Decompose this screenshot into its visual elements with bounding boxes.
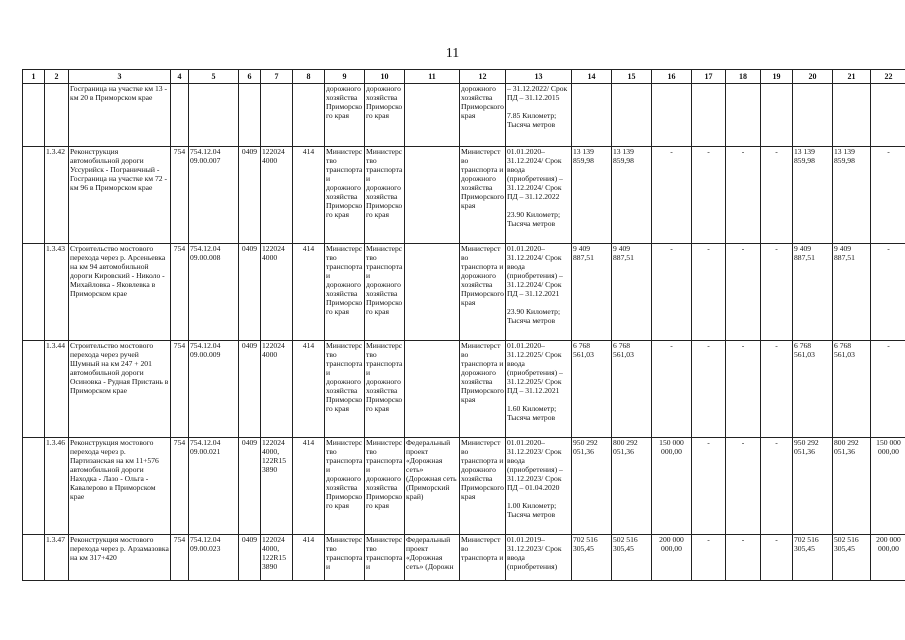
table-cell-col-13 <box>506 244 572 341</box>
table-cell-col-2: 1.3.44 <box>45 341 69 438</box>
table-cell-col-14: 702 516 305,45 <box>572 535 612 581</box>
table-cell-col-20: 950 292 051,36 <box>793 438 833 535</box>
table-cell-col-14: 13 139 859,98 <box>572 147 612 244</box>
table-cell-col-13 <box>506 438 572 535</box>
schedule-text: 01.01.2020–31.12.2024/ Срок ввода (приобретения) – 31.12.2024/ Срок ПД – 31.12.2022 <box>507 147 563 201</box>
col-header: 17 <box>692 70 726 84</box>
col-header: 5 <box>189 70 239 84</box>
table-cell-col-5 <box>189 84 239 147</box>
table-cell-col-13 <box>506 341 572 438</box>
table-cell-col-12: Министерство транспорта и дорожного хозяйства Приморского края <box>460 147 506 244</box>
table-cell-col-17: - <box>692 147 726 244</box>
table-cell-col-11: Федеральный проект «Дорожная сеть» (Дорожн <box>405 535 460 581</box>
col-header: 16 <box>652 70 692 84</box>
table-cell-col-18: - <box>726 244 761 341</box>
table-cell-col-7 <box>261 84 293 147</box>
table-cell-col-1 <box>23 535 45 581</box>
table-cell-col-5: 754.12.04 09.00.023 <box>189 535 239 581</box>
table-cell-col-2: 1.3.43 <box>45 244 69 341</box>
schedule-text: – 31.12.2022/ Срок ПД – 31.12.2015 <box>507 84 568 102</box>
table-cell-col-8: 414 <box>293 147 325 244</box>
table-cell-col-21 <box>833 84 871 147</box>
col-header: 12 <box>460 70 506 84</box>
table-cell-col-19: - <box>761 535 793 581</box>
table-cell-col-6: 0409 <box>239 341 261 438</box>
table-cell-col-17: - <box>692 535 726 581</box>
col-header: 3 <box>69 70 171 84</box>
table-cell-col-11 <box>405 244 460 341</box>
table-cell-col-8: 414 <box>293 535 325 581</box>
table-cell-col-12: Министерство транспорта и дорожного хозяйства Приморского края <box>460 438 506 535</box>
col-header: 10 <box>365 70 405 84</box>
table-cell-col-14 <box>572 84 612 147</box>
table-cell-col-13 <box>506 84 572 147</box>
table-cell-col-17 <box>692 84 726 147</box>
table-cell-col-8 <box>293 84 325 147</box>
table-cell-col-6: 0409 <box>239 535 261 581</box>
table-cell-col-18 <box>726 84 761 147</box>
table-cell-col-3: Строительство мостового перехода через ручей Шумный на км 247 + 201 автомобильной дороги Осиновка - Рудная Пристань в Приморском крае <box>69 341 171 438</box>
table-cell-col-3: Строительство мостового перехода через р. Арсеньевка на км 94 автомобильной дороги Кировский - Николо - Михайловка - Яковлевка в Приморском крае <box>69 244 171 341</box>
capacity-text: 23.90 Километр; Тысяча метров <box>507 307 561 325</box>
schedule-text: 01.01.2020–31.12.2023/ Срок ввода (приобретения) – 31.12.2023/ Срок ПД – 01.04.2020 <box>507 438 563 492</box>
table-cell-col-14: 950 292 051,36 <box>572 438 612 535</box>
col-header: 1 <box>23 70 45 84</box>
table-cell-col-15 <box>612 84 652 147</box>
table-cell-col-7: 122024 4000 <box>261 341 293 438</box>
table-cell-col-16: - <box>652 147 692 244</box>
table-cell-col-4: 754 <box>171 341 189 438</box>
table-cell-col-10: Министерство транспорта и дорожного хозяйства Приморского края <box>365 244 405 341</box>
table-cell-col-10: Министерство транспорта и дорожного хозяйства Приморского края <box>365 147 405 244</box>
table-cell-col-13 <box>506 535 572 581</box>
table-cell-col-17: - <box>692 244 726 341</box>
schedule-text: 01.01.2020–31.12.2025/ Срок ввода (приобретения) – 31.12.2025/ Срок ПД – 31.12.2021 <box>507 341 563 395</box>
table-cell-col-22 <box>871 84 905 147</box>
table-cell-col-15: 502 516 305,45 <box>612 535 652 581</box>
table-cell-col-20: 9 409 887,51 <box>793 244 833 341</box>
table-cell-col-20: 6 768 561,03 <box>793 341 833 438</box>
table-cell-col-2 <box>45 84 69 147</box>
table-cell-col-5: 754.12.04 09.00.007 <box>189 147 239 244</box>
table-cell-col-4: 754 <box>171 244 189 341</box>
table-cell-col-4: 754 <box>171 438 189 535</box>
table-cell-col-8: 414 <box>293 244 325 341</box>
table-row <box>23 147 905 244</box>
table-cell-col-5: 754.12.04 09.00.009 <box>189 341 239 438</box>
table-cell-col-2: 1.3.47 <box>45 535 69 581</box>
table-cell-col-3: Реконструкция мостового перехода через р. Арзамазовка на км 317+420 <box>69 535 171 581</box>
table-cell-col-12: дорожного хозяйства Приморского края <box>460 84 506 147</box>
table-cell-col-18: - <box>726 147 761 244</box>
col-header: 18 <box>726 70 761 84</box>
table-row <box>23 438 905 535</box>
table-cell-col-7: 122024 4000 <box>261 244 293 341</box>
table-cell-col-2: 1.3.42 <box>45 147 69 244</box>
table-cell-col-2: 1.3.46 <box>45 438 69 535</box>
table-cell-col-16 <box>652 84 692 147</box>
table-cell-col-10: Министерство транспорта и <box>365 535 405 581</box>
schedule-text: 01.01.2020–31.12.2024/ Срок ввода (приобретения) – 31.12.2024/ Срок ПД – 31.12.2021 <box>507 244 563 298</box>
table-cell-col-7: 122024 4000 <box>261 147 293 244</box>
table-cell-col-16: 200 000 000,00 <box>652 535 692 581</box>
col-header: 22 <box>871 70 905 84</box>
table-cell-col-22: - <box>871 244 905 341</box>
table-row <box>23 535 905 581</box>
col-header: 13 <box>506 70 572 84</box>
table-cell-col-8: 414 <box>293 341 325 438</box>
table-cell-col-21: 502 516 305,45 <box>833 535 871 581</box>
table-cell-col-16: - <box>652 341 692 438</box>
table-cell-col-1 <box>23 341 45 438</box>
table-cell-col-15: 800 292 051,36 <box>612 438 652 535</box>
table-cell-col-4: 754 <box>171 147 189 244</box>
table-cell-col-17: - <box>692 438 726 535</box>
table-cell-col-21: 6 768 561,03 <box>833 341 871 438</box>
table-cell-col-9: Министерство транспорта и дорожного хозяйства Приморского края <box>325 147 365 244</box>
table-cell-col-10: Министерство транспорта и дорожного хозяйства Приморского края <box>365 438 405 535</box>
table-cell-col-9: Министерство транспорта и <box>325 535 365 581</box>
table-cell-col-16: 150 000 000,00 <box>652 438 692 535</box>
col-header: 11 <box>405 70 460 84</box>
table-cell-col-11 <box>405 147 460 244</box>
table-cell-col-20: 702 516 305,45 <box>793 535 833 581</box>
budget-table <box>22 69 905 581</box>
table-cell-col-14: 9 409 887,51 <box>572 244 612 341</box>
table-cell-col-9: Министерство транспорта и дорожного хозяйства Приморского края <box>325 438 365 535</box>
table-cell-col-20 <box>793 84 833 147</box>
table-cell-col-14: 6 768 561,03 <box>572 341 612 438</box>
table-cell-col-20: 13 139 859,98 <box>793 147 833 244</box>
col-header: 15 <box>612 70 652 84</box>
table-cell-col-9: дорожного хозяйства Приморского края <box>325 84 365 147</box>
table-row <box>23 84 905 147</box>
col-header: 6 <box>239 70 261 84</box>
table-cell-col-4 <box>171 84 189 147</box>
capacity-text: 1.00 Километр; Тысяча метров <box>507 501 557 519</box>
table-cell-col-7: 122024 4000, 122R15 3890 <box>261 535 293 581</box>
table-cell-col-9: Министерство транспорта и дорожного хозяйства Приморского края <box>325 244 365 341</box>
table-cell-col-22: - <box>871 341 905 438</box>
table-cell-col-5: 754.12.04 09.00.008 <box>189 244 239 341</box>
capacity-text: 7.85 Километр; Тысяча метров <box>507 111 557 129</box>
table-cell-col-4: 754 <box>171 535 189 581</box>
table-row <box>23 341 905 438</box>
table-cell-col-7: 122024 4000, 122R15 3890 <box>261 438 293 535</box>
table-cell-col-18: - <box>726 438 761 535</box>
table-cell-col-11 <box>405 84 460 147</box>
table-cell-col-21: 800 292 051,36 <box>833 438 871 535</box>
table-cell-col-15: 6 768 561,03 <box>612 341 652 438</box>
table-cell-col-15: 13 139 859,98 <box>612 147 652 244</box>
table-cell-col-3: Госграница на участке км 13 - км 20 в Приморском крае <box>69 84 171 147</box>
table-cell-col-6: 0409 <box>239 244 261 341</box>
table-cell-col-11 <box>405 341 460 438</box>
table-cell-col-6: 0409 <box>239 147 261 244</box>
table-cell-col-8: 414 <box>293 438 325 535</box>
col-header: 8 <box>293 70 325 84</box>
table-cell-col-10: дорожного хозяйства Приморского края <box>365 84 405 147</box>
col-header: 21 <box>833 70 871 84</box>
table-cell-col-19 <box>761 84 793 147</box>
col-header: 2 <box>45 70 69 84</box>
table-cell-col-10: Министерство транспорта и дорожного хозяйства Приморского края <box>365 341 405 438</box>
table-cell-col-22: 150 000 000,00 <box>871 438 905 535</box>
capacity-text: 1.60 Километр; Тысяча метров <box>507 404 557 422</box>
table-cell-col-19: - <box>761 244 793 341</box>
table-cell-col-22: - <box>871 147 905 244</box>
table-cell-col-12: Министерство транспорта и дорожного хозяйства Приморского края <box>460 244 506 341</box>
table-cell-col-5: 754.12.04 09.00.021 <box>189 438 239 535</box>
table-cell-col-1 <box>23 244 45 341</box>
table-cell-col-18: - <box>726 341 761 438</box>
table-cell-col-21: 9 409 887,51 <box>833 244 871 341</box>
table-cell-col-12: Министерство транспорта и дорожного хозяйства Приморского края <box>460 341 506 438</box>
table-cell-col-6 <box>239 84 261 147</box>
table-cell-col-11: Федеральный проект «Дорожная сеть» (Дорожная сеть (Приморский край) <box>405 438 460 535</box>
table-cell-col-19: - <box>761 438 793 535</box>
table-cell-col-1 <box>23 147 45 244</box>
table-cell-col-18: - <box>726 535 761 581</box>
table-cell-col-13 <box>506 147 572 244</box>
table-cell-col-9: Министерство транспорта и дорожного хозяйства Приморского края <box>325 341 365 438</box>
header-row <box>23 70 905 84</box>
table-cell-col-19: - <box>761 147 793 244</box>
col-header: 20 <box>793 70 833 84</box>
table-cell-col-12: Министерство транспорта и <box>460 535 506 581</box>
table-cell-col-21: 13 139 859,98 <box>833 147 871 244</box>
schedule-text: 01.01.2019–31.12.2023/ Срок ввода (приобретения) <box>507 535 562 571</box>
capacity-text: 23.90 Километр; Тысяча метров <box>507 210 561 228</box>
table-cell-col-1 <box>23 438 45 535</box>
table-cell-col-15: 9 409 887,51 <box>612 244 652 341</box>
col-header: 14 <box>572 70 612 84</box>
table-row <box>23 244 905 341</box>
page-number: 11 <box>445 46 460 61</box>
col-header: 9 <box>325 70 365 84</box>
table-cell-col-3: Реконструкция мостового перехода через р. Партизанская на км 11+576 автомобильной дороги Находка - Лазо - Ольга - Кавалерово в Приморском крае <box>69 438 171 535</box>
table-cell-col-22: 200 000 000,00 <box>871 535 905 581</box>
col-header: 7 <box>261 70 293 84</box>
table-cell-col-17: - <box>692 341 726 438</box>
table-cell-col-3: Реконструкция автомобильной дороги Уссурийск - Пограничный - Госграница на участке км 72 - км 96 в Приморском крае <box>69 147 171 244</box>
col-header: 4 <box>171 70 189 84</box>
col-header: 19 <box>761 70 793 84</box>
table-cell-col-6: 0409 <box>239 438 261 535</box>
table-cell-col-19: - <box>761 341 793 438</box>
table-cell-col-1 <box>23 84 45 147</box>
table-cell-col-16: - <box>652 244 692 341</box>
